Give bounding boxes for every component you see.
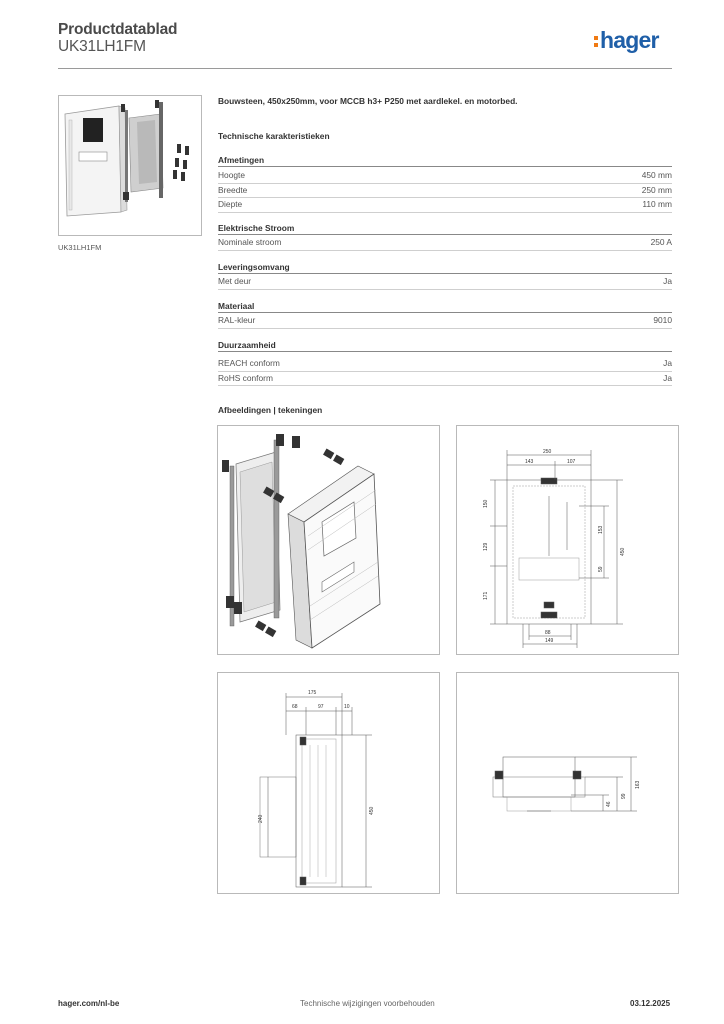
thumbnail-caption: UK31LH1FM xyxy=(58,243,102,252)
dim-59: 59 xyxy=(598,566,604,572)
dim-163: 163 xyxy=(635,780,641,789)
dim-175: 175 xyxy=(308,690,317,696)
dim-99: 99 xyxy=(621,793,627,799)
dim-150: 150 xyxy=(483,499,489,508)
top-view-dimensions xyxy=(457,673,678,893)
spec-value: Ja xyxy=(663,276,672,286)
dim-88: 88 xyxy=(545,630,551,636)
hager-logo xyxy=(594,27,659,54)
dim-143: 143 xyxy=(525,459,534,465)
dim-450: 450 xyxy=(369,806,375,815)
exploded-view-illustration xyxy=(218,426,439,654)
dim-68: 68 xyxy=(292,704,298,710)
dim-171: 171 xyxy=(483,591,489,600)
spec-label: Nominale stroom xyxy=(218,237,282,247)
spec-row xyxy=(218,357,672,372)
product-description: Bouwsteen, 450x250mm, voor MCCB h3+ P250 met aardlekel. en motorbed. xyxy=(218,96,518,106)
dim-153: 153 xyxy=(598,525,604,534)
spec-value: 250 mm xyxy=(641,184,672,195)
footer-date: 03.12.2025 xyxy=(630,999,671,1008)
footer-disclaimer: Technische wijzigingen voorbehouden xyxy=(300,999,435,1008)
spec-label: Breedte xyxy=(218,184,248,195)
spec-row xyxy=(218,275,672,290)
header-divider xyxy=(58,68,672,69)
dim-240: 240 xyxy=(258,814,264,823)
spec-value: 450 mm xyxy=(641,170,672,180)
product-thumbnail xyxy=(58,95,202,236)
dim-450: 450 xyxy=(620,547,626,556)
section-title: Afmetingen xyxy=(218,154,672,167)
footer-website: hager.com/nl-be xyxy=(58,999,120,1008)
spec-value: Ja xyxy=(663,358,672,368)
product-thumbnail-illustration xyxy=(59,96,201,235)
dim-250: 250 xyxy=(543,449,552,455)
section-title: Elektrische Stroom xyxy=(218,222,672,235)
section-title: Materiaal xyxy=(218,300,672,313)
spec-value: 110 mm xyxy=(642,199,672,209)
logo-colon-icon xyxy=(594,30,600,48)
spec-value: 250 A xyxy=(650,237,672,247)
spec-label: Met deur xyxy=(218,276,252,286)
spec-row xyxy=(218,372,672,387)
dim-10: 10 xyxy=(344,704,350,710)
spec-label: REACH conform xyxy=(218,358,280,368)
spec-label: Diepte xyxy=(218,199,243,209)
dim-129: 129 xyxy=(483,542,489,551)
spec-row xyxy=(218,314,672,329)
spec-row xyxy=(218,169,672,184)
spec-label: RoHS conform xyxy=(218,372,273,383)
spec-row xyxy=(218,184,672,199)
spec-value: Ja xyxy=(663,372,672,383)
product-code-title: UK31LH1FM xyxy=(58,38,146,55)
specs-heading: Technische karakteristieken xyxy=(218,131,330,141)
front-view-drawing xyxy=(456,425,679,655)
dim-46: 46 xyxy=(606,801,612,807)
section-title: Leveringsomvang xyxy=(218,261,672,274)
section-title: Duurzaamheid xyxy=(218,339,672,352)
dim-107: 107 xyxy=(567,459,576,465)
logo-text: hager xyxy=(600,27,659,53)
doc-type-title: Productdatablad xyxy=(58,21,178,38)
dim-149: 149 xyxy=(545,638,554,644)
spec-value: 9010 xyxy=(653,315,672,325)
side-view-dimensions xyxy=(218,673,439,893)
spec-label: Hoogte xyxy=(218,170,246,180)
drawings-heading: Afbeeldingen | tekeningen xyxy=(218,405,323,415)
spec-label: RAL-kleur xyxy=(218,315,256,325)
spec-row xyxy=(218,198,672,213)
side-view-drawing xyxy=(217,672,440,894)
front-view-dimensions xyxy=(457,426,678,654)
spec-row xyxy=(218,236,672,251)
exploded-view-drawing xyxy=(217,425,440,655)
dim-97: 97 xyxy=(318,704,324,710)
top-view-drawing xyxy=(456,672,679,894)
